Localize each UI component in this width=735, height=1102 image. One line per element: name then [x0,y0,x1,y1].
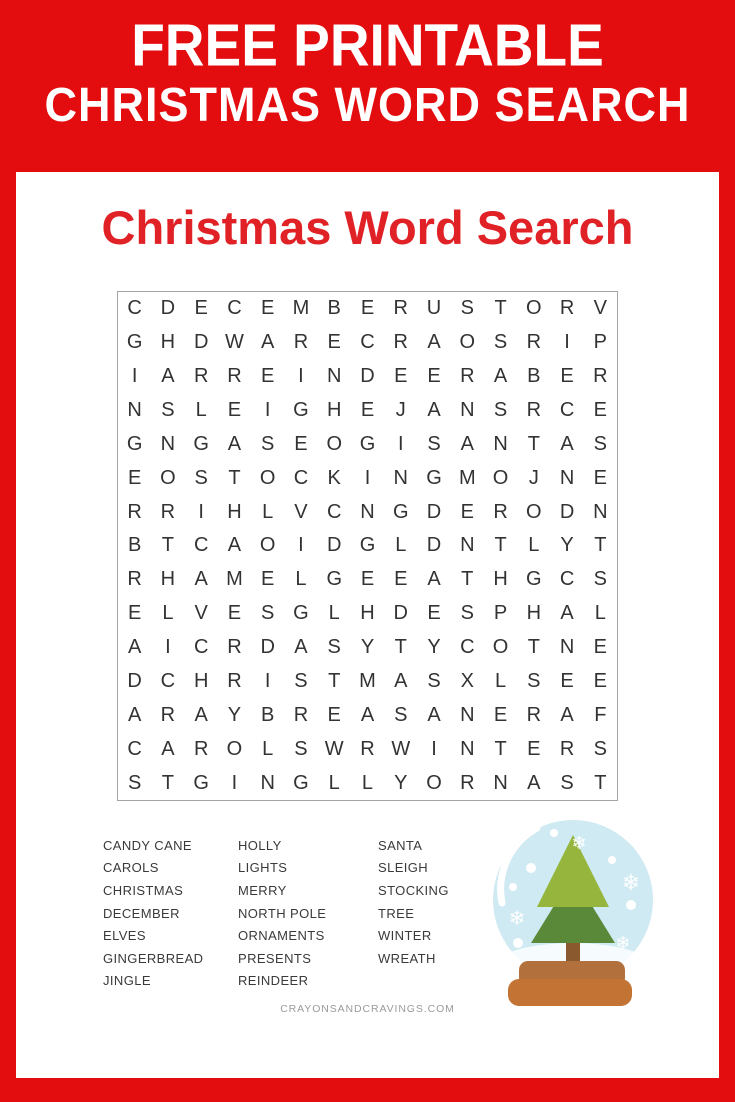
grid-cell: Y [360,636,375,659]
grid-cell: S [327,636,341,659]
grid-cell: B [127,534,142,557]
grid-cell: D [360,365,375,388]
grid-cell: R [193,365,209,388]
grid-cell: E [593,669,608,692]
grid-cell: A [560,602,574,625]
grid-cell: A [394,669,408,692]
grid-cell: N [160,432,176,455]
grid-cell: S [394,703,408,726]
grid-cell: S [427,669,441,692]
grid-cell: A [127,703,142,726]
grid-cell: E [394,365,408,388]
grid-cell: O [492,636,509,659]
grid-cell: O [326,432,342,455]
grid-cell: T [328,669,341,692]
grid-cell: A [427,399,441,422]
grid-cell: M [292,297,310,320]
grid-cell: I [298,534,304,557]
grid-cell: O [459,331,476,354]
grid-cell: T [594,771,607,794]
grid-cell: I [298,365,304,388]
grid-cell: D [127,669,142,692]
grid-cell: M [359,669,376,692]
grid-cell: U [426,297,442,320]
snow-dot-icon [526,863,536,873]
grid-cell: A [127,636,142,659]
grid-cell: T [527,432,540,455]
grid-cell: O [226,737,243,760]
word-list-column-3 [378,834,449,970]
grid-cell: A [227,432,242,455]
grid-cell: I [198,500,204,523]
grid-cell: B [527,365,541,388]
grid-cell: T [228,466,241,489]
grid-cell: D [260,636,275,659]
grid-cell: G [359,534,376,557]
grid-cell: S [493,331,508,354]
word-item: DECEMBER [103,905,180,921]
grid-cell: T [494,737,507,760]
grid-cell: S [593,432,608,455]
grid-cell: T [161,534,174,557]
grid-cell: O [426,771,442,794]
grid-cell: S [460,602,474,625]
grid-cell: S [593,737,608,760]
grid-cell: W [324,737,344,760]
word-item: HOLLY [238,837,282,853]
snowflake-icon: ❄ [508,908,526,930]
snowflake-icon: ❄ [571,833,587,853]
grid-cell: R [559,297,575,320]
word-item: ELVES [103,928,146,944]
grid-cell: C [227,297,242,320]
grid-cell: N [360,500,375,523]
grid-cell: S [194,466,208,489]
grid-cell: D [327,534,342,557]
grid-cell: E [127,602,142,625]
grid-cell: A [194,703,208,726]
grid-cell: H [193,669,209,692]
grid-cell: S [493,399,508,422]
grid-cell: A [360,703,375,726]
grid-cell: G [426,466,442,489]
grid-cell: W [224,331,244,354]
globe-base-bottom [508,979,632,1006]
grid-cell: Y [560,534,574,557]
grid-cell: A [427,331,441,354]
snow-dot-icon [608,856,616,864]
grid-cell: D [559,500,575,523]
snow-dot-icon [513,938,523,948]
grid-cell: N [559,636,575,659]
snow-dot-icon [509,883,517,891]
grid-cell: E [261,365,275,388]
grid-cell: L [195,399,207,422]
grid-cell: W [391,737,411,760]
grid-cell: H [227,500,242,523]
grid-cell: N [260,771,275,794]
grid-cell: R [526,331,542,354]
grid-cell: G [326,568,342,591]
word-item: PRESENTS [238,950,312,966]
grid-cell: H [493,568,508,591]
letter-grid [117,291,618,801]
grid-cell: R [160,500,176,523]
grid-cell: N [460,737,475,760]
grid-cell: I [431,737,437,760]
page-title: Christmas Word Search [101,201,634,254]
grid-cell: S [294,737,308,760]
grid-cell: E [360,399,375,422]
grid-cell: E [593,466,608,489]
grid-cell: E [194,297,208,320]
grid-cell: S [127,771,142,794]
grid-cell: N [460,534,475,557]
grid-cell: A [227,534,242,557]
grid-cell: G [193,432,209,455]
grid-cell: Y [427,636,441,659]
grid-cell: A [294,636,308,659]
grid-cell: N [493,432,508,455]
banner [0,0,735,172]
word-item: STOCKING [378,882,449,898]
grid-cell: R [393,331,408,354]
grid-cell: R [493,500,508,523]
grid-cell: E [560,669,574,692]
grid-cell: E [227,399,242,422]
word-item: GINGERBREAD [103,950,204,966]
grid-cell: B [261,703,275,726]
grid-cell: G [526,568,542,591]
grid-cell: D [426,500,442,523]
grid-cell: S [294,669,308,692]
grid-cell: E [227,602,242,625]
grid-cell: R [460,365,475,388]
grid-cell: D [426,534,442,557]
grid-cell: T [494,297,507,320]
grid-cell: E [294,432,308,455]
grid-cell: G [293,399,309,422]
grid-cell: R [227,669,242,692]
website-credit: CRAYONSANDCRAVINGS.COM [280,1003,455,1015]
grid-cell: K [327,466,341,489]
grid-cell: E [360,568,375,591]
puzzle-page [16,172,719,1078]
banner-title-line1: FREE PRINTABLE [131,11,604,79]
grid-cell: A [261,331,275,354]
grid-cell: H [327,399,342,422]
word-item: CHRISTMAS [103,882,184,898]
grid-cell: A [560,703,574,726]
word-item: NORTH POLE [238,905,327,921]
grid-cell: C [559,568,575,591]
grid-cell: V [294,500,308,523]
grid-cell: T [594,534,607,557]
grid-cell: A [161,737,175,760]
grid-cell: N [493,771,508,794]
grid-cell: E [261,568,275,591]
grid-cell: I [131,365,138,388]
grid-cell: E [560,365,574,388]
grid-cell: C [193,636,209,659]
grid-cell: T [461,568,474,591]
grid-cell: L [361,771,374,794]
grid-cell: S [261,432,275,455]
word-item: CANDY CANE [103,837,193,853]
grid-cell: L [162,602,174,625]
grid-cell: R [193,737,209,760]
grid-cell: N [127,399,142,422]
grid-cell: T [394,636,407,659]
grid-cell: C [460,636,475,659]
word-item: SANTA [378,837,423,853]
grid-cell: M [458,466,476,489]
grid-cell: Y [227,703,242,726]
grid-cell: E [327,331,341,354]
grid-cell: C [327,500,342,523]
grid-cell: I [564,331,570,354]
word-item: CAROLS [103,860,159,876]
grid-cell: I [264,399,271,422]
grid-cell: E [327,703,341,726]
word-item: SLEIGH [378,860,429,876]
grid-cell: D [160,297,176,320]
grid-cell: R [293,331,309,354]
grid-cell: H [526,602,542,625]
grid-cell: R [526,399,542,422]
grid-cell: C [559,399,575,422]
word-item: JINGLE [103,973,151,989]
grid-cell: R [360,737,375,760]
grid-cell: G [359,432,376,455]
grid-cell: F [594,703,607,726]
grid-cell: T [527,636,540,659]
grid-cell: C [360,331,375,354]
snow-dot-icon [550,829,558,837]
word-item: TREE [378,905,415,921]
grid-cell: B [327,297,341,320]
grid-cell: N [593,500,608,523]
grid-cell: M [226,568,243,591]
grid-cell: E [394,568,408,591]
grid-cell: I [364,466,371,489]
grid-cell: E [360,297,375,320]
grid-cell: A [161,365,175,388]
snow-globe-illustration [491,815,663,1015]
grid-cell: R [526,703,542,726]
grid-cell: C [160,669,176,692]
grid-cell: D [393,602,408,625]
grid-cell: N [460,703,475,726]
grid-cell: A [427,568,441,591]
grid-cell: E [427,365,441,388]
grid-cell: D [193,331,209,354]
grid-cell: R [559,737,575,760]
grid-cell: C [293,466,309,489]
grid-cell: R [127,568,142,591]
grid-cell: A [427,703,441,726]
grid-cell: S [161,399,175,422]
grid-cell: G [126,331,143,354]
grid-cell: I [264,669,271,692]
grid-cell: A [460,432,474,455]
grid-cell: P [593,331,608,354]
grid-cell: L [262,737,274,760]
grid-cell: S [427,432,441,455]
grid-cell: J [395,399,406,422]
grid-cell: O [259,466,276,489]
grid-cell: A [194,568,208,591]
grid-cell: N [327,365,342,388]
word-list-column-1 [103,834,203,992]
grid-cell: X [460,669,474,692]
grid-cell: H [160,568,176,591]
snowflake-icon: ❄ [621,870,641,895]
grid-cell: C [127,737,142,760]
word-item: ORNAMENTS [238,928,325,944]
grid-cell: R [160,703,176,726]
grid-cell: R [393,297,408,320]
grid-cell: G [126,432,143,455]
grid-cell: O [526,297,542,320]
grid-cell: S [527,669,541,692]
grid-cell: R [593,365,608,388]
grid-cell: E [427,602,441,625]
grid-cell: I [165,636,171,659]
grid-cell: I [231,771,238,794]
word-list-column-2 [238,834,326,992]
grid-cell: O [526,500,542,523]
grid-cell: O [492,466,509,489]
grid-cell: S [560,771,574,794]
grid-cell: E [593,636,608,659]
grid-cell: G [293,602,309,625]
grid-cell: V [194,602,208,625]
grid-cell: P [493,602,508,625]
grid-cell: G [392,500,409,523]
word-item: WINTER [378,928,432,944]
word-item: REINDEER [238,973,309,989]
grid-cell: A [493,365,508,388]
grid-cell: L [494,669,507,692]
grid-cell: N [393,466,408,489]
grid-cell: R [460,771,475,794]
grid-cell: S [593,568,608,591]
grid-cell: E [127,466,142,489]
grid-cell: R [227,636,242,659]
grid-cell: C [193,534,209,557]
grid-cell: R [227,365,242,388]
grid-cell: H [160,331,176,354]
snowflake-icon: ❄ [615,933,631,953]
grid-cell: C [127,297,142,320]
grid-cell: L [262,500,274,523]
word-item: MERRY [238,882,287,898]
grid-cell: L [295,568,307,591]
grid-cell: E [460,500,474,523]
banner-title-line2: CHRISTMAS WORD SEARCH [44,76,691,133]
grid-cell: E [493,703,508,726]
word-item: WREATH [378,950,436,966]
grid-cell: S [261,602,275,625]
grid-cell: T [494,534,507,557]
grid-cell: A [527,771,541,794]
grid-cell: I [397,432,404,455]
grid-cell: E [527,737,541,760]
grid-cell: Y [394,771,408,794]
grid-cell: R [293,703,309,726]
grid-cell: E [593,399,608,422]
snow-dot-icon [626,900,636,910]
word-item: LIGHTS [238,860,288,876]
grid-cell: L [328,602,340,625]
grid-cell: L [328,771,340,794]
grid-cell: S [460,297,474,320]
grid-cell: T [161,771,174,794]
grid-cell: N [460,399,475,422]
grid-cell: O [160,466,176,489]
grid-cell: L [528,534,540,557]
grid-cell: L [395,534,407,557]
grid-cell: V [593,297,608,320]
grid-cell: H [360,602,375,625]
grid-cell: O [259,534,276,557]
grid-cell: E [261,297,275,320]
grid-cell: A [560,432,574,455]
grid-cell: L [594,602,606,625]
grid-cell: J [528,466,539,489]
grid-cell: R [127,500,142,523]
grid-cell: G [193,771,209,794]
grid-cell: G [293,771,309,794]
grid-cell: N [559,466,575,489]
